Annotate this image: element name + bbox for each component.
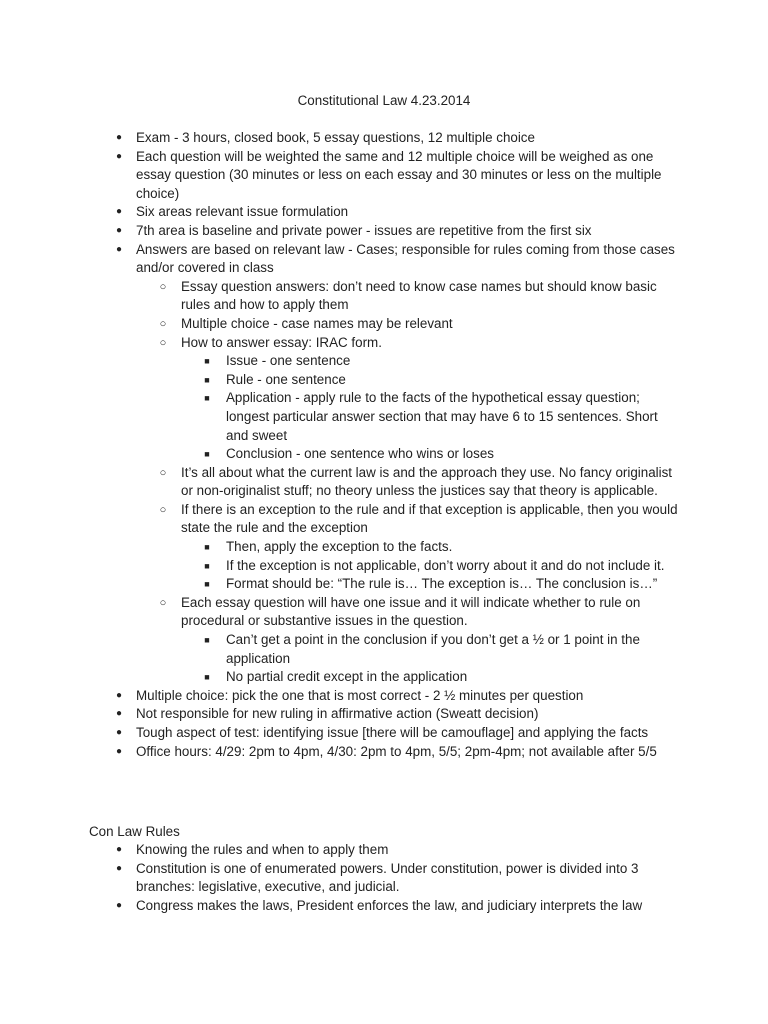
bullet-icon: ○ [159,503,167,516]
list-item-text: Tough aspect of test: identifying issue [there will be camouflage] and applying the facts [136,725,649,740]
bullet-icon: ○ [159,280,167,293]
list-item-text: How to answer essay: IRAC form. [181,334,382,350]
bullet-icon: ● [115,206,123,218]
list-item [0,897,768,916]
rules-list [0,841,768,915]
list-item [0,687,768,706]
list-item [0,705,768,724]
page-title: Constitutional Law 4.23.2014 [297,93,471,108]
list-item [0,371,768,390]
nested-list [181,538,768,594]
nested-list [181,352,768,464]
list-item-text: Constitution is one of enumerated powers. Under constitution, power is divided into 3 branches: legislative, executive, and judicial. [136,860,639,895]
list-item-text: Format should be: “The rule is… The exception is… The conclusion is…” [226,576,658,592]
list-item [0,631,768,668]
list-item-text: Exam - 3 hours, closed book, 5 essay questions, 12 multiple choice [136,130,535,145]
nested-list [181,631,768,687]
list-item-text: Essay question answers: don’t need to know case names but should know basic rules and how to apply them [181,278,657,313]
list-item [0,538,768,557]
bullet-icon: ● [115,844,123,855]
list-item-text: Answers are based on relevant law - Cases; responsible for rules coming from those cases and/or covered in class [136,241,675,276]
list-item-text: Knowing the rules and when to apply them [136,842,389,857]
bullet-icon: ● [115,224,123,236]
list-item-text: Office hours: 4/29: 2pm to 4pm, 4/30: 2pm to 4pm, 5/5; 2pm-4pm; not available after 5/5 [136,743,657,759]
bullet-icon: ■ [204,356,210,367]
list-item [0,743,768,762]
list-item [0,445,768,464]
notes-list [0,129,768,761]
bullet-icon: ■ [204,560,210,571]
bullet-icon: ■ [204,374,210,385]
bullet-icon: ■ [204,672,210,683]
list-item-text: Multiple choice - case names may be relevant [181,315,453,331]
list-item-text: No partial credit except in the application [226,669,468,685]
list-item [0,129,768,148]
list-item [0,334,768,464]
list-item-text: Each essay question will have one issue and it will indicate whether to rule on procedural or substantive issues in the question. [181,594,641,629]
list-item [0,222,768,241]
section-heading-con-law-rules: Con Law Rules [89,824,180,839]
list-item [0,352,768,371]
bullet-icon: ● [115,899,123,911]
list-item [0,557,768,576]
bullet-icon: ● [115,727,123,738]
list-item [0,241,768,687]
list-item-text: Application - apply rule to the facts of the hypothetical essay question; longest particular answer section that may have 6 to 15 sentences. Short and sweet [226,390,658,443]
list-item [0,594,768,687]
list-item [0,148,768,204]
list-item-text: It’s all about what the current law is and the approach they use. No fancy originalist or non-originalist stuff; no theory unless the justices say that theory is applicable. [181,464,673,499]
list-item-text: Not responsible for new ruling in affirmative action (Sweatt decision) [136,706,539,722]
list-item [0,389,768,445]
bullet-icon: ■ [204,393,210,404]
list-item [0,860,768,897]
bullet-icon: ● [115,708,123,720]
list-item [0,203,768,222]
list-item [0,575,768,594]
list-item [0,278,768,315]
bullet-icon: ● [115,132,123,143]
list-item [0,501,768,594]
nested-list [136,278,768,687]
bullet-icon: ● [115,745,123,757]
list-item [0,724,768,743]
list-item-text: Then, apply the exception to the facts. [226,539,453,555]
list-item [0,841,768,860]
bullet-icon: ● [115,862,123,874]
bullet-icon: ■ [204,542,210,553]
list-item-text: Can’t get a point in the conclusion if you don’t get a ½ or 1 point in the application [226,632,640,666]
list-item-text: Multiple choice: pick the one that is most correct - 2 ½ minutes per question [136,687,584,703]
list-item-text: 7th area is baseline and private power - issues are repetitive from the first six [136,222,592,238]
bullet-icon: ● [115,689,123,701]
list-item-text: Issue - one sentence [226,353,351,369]
list-item-text: Rule - one sentence [226,371,346,387]
list-item-text: If there is an exception to the rule and if that exception is applicable, then you would state the rule and the exception [181,501,678,536]
list-item-text: If the exception is not applicable, don’t worry about it and do not include it. [226,557,665,573]
list-item [0,315,768,334]
bullet-icon: ○ [159,336,167,349]
bullet-icon: ● [115,243,123,255]
list-item [0,464,768,501]
list-item-text: Conclusion - one sentence who wins or loses [226,446,494,462]
list-item [0,668,768,687]
bullet-icon: ■ [204,635,210,646]
list-item-text: Each question will be weighted the same and 12 multiple choice will be weighed as one essay question (30 minutes or less on each essay and 30 minutes or less on the multiple choice) [136,148,662,201]
bullet-icon: ○ [159,466,167,479]
bullet-icon: ■ [204,449,210,460]
bullet-icon: ○ [159,317,167,330]
bullet-icon: ○ [159,596,167,609]
bullet-icon: ● [115,150,123,162]
list-item-text: Congress makes the laws, President enforces the law, and judiciary interprets the law [136,897,643,913]
list-item-text: Six areas relevant issue formulation [136,204,349,220]
bullet-icon: ■ [204,579,210,590]
